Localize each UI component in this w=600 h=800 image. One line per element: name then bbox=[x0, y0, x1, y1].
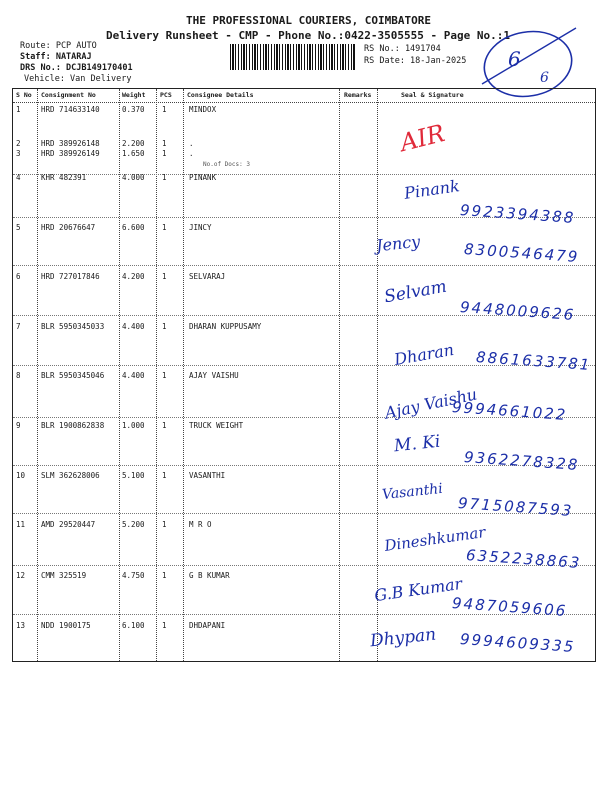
row-weight: 1.650 bbox=[122, 149, 145, 158]
header-consignment: Consignment No bbox=[41, 91, 96, 99]
header-consignee: Consignee Details bbox=[187, 91, 254, 99]
signature-row-13: Dhypan bbox=[369, 624, 438, 652]
rs-date: RS Date: 18-Jan-2025 bbox=[364, 56, 467, 66]
row-pcs: 1 bbox=[162, 322, 167, 331]
row-pcs: 1 bbox=[162, 520, 167, 529]
row-weight: 6.600 bbox=[122, 223, 145, 232]
row-sno: 3 bbox=[16, 149, 21, 158]
row-consignment: NDD 1900175 bbox=[41, 621, 91, 630]
row-pcs: 1 bbox=[162, 139, 167, 148]
row-consignment: SLM 362628006 bbox=[41, 471, 100, 480]
row-sno: 7 bbox=[16, 322, 21, 331]
row-sno: 8 bbox=[16, 371, 21, 380]
row-sno: 6 bbox=[16, 272, 21, 281]
row-consignment: BLR 5950345046 bbox=[41, 371, 105, 380]
row-pcs: 1 bbox=[162, 173, 167, 182]
row-weight: 5.200 bbox=[122, 520, 145, 529]
row-weight: 2.200 bbox=[122, 139, 145, 148]
row-consignment: HRD 727017846 bbox=[41, 272, 100, 281]
row-weight: 4.750 bbox=[122, 571, 145, 580]
row-consignee: AJAY VAISHU bbox=[189, 371, 239, 380]
row-consignee: SELVARAJ bbox=[189, 272, 226, 281]
row-pcs: 1 bbox=[162, 149, 167, 158]
row-consignment: HRD 714633140 bbox=[41, 105, 100, 114]
row-consignment: BLR 5950345033 bbox=[41, 322, 105, 331]
row-consignee: M R O bbox=[189, 520, 212, 529]
row-sno: 12 bbox=[16, 571, 26, 580]
page-circle-top: 6 bbox=[508, 47, 521, 71]
row-weight: 4.400 bbox=[122, 371, 145, 380]
row-consignment: HRD 20676647 bbox=[41, 223, 96, 232]
row-sno: 1 bbox=[16, 105, 21, 114]
row-consignee: DHARAN KUPPUSAMY bbox=[189, 322, 262, 331]
row-pcs: 1 bbox=[162, 272, 167, 281]
row-sno: 4 bbox=[16, 173, 21, 182]
header-sno: S No bbox=[16, 91, 32, 99]
header-remarks: Remarks bbox=[344, 91, 372, 99]
row-pcs: 1 bbox=[162, 223, 167, 232]
signature-row-8: Ajay Vaishu bbox=[383, 384, 479, 423]
row-consignment: CMM 325519 bbox=[41, 571, 87, 580]
signature-row-12: G.B Kumar bbox=[373, 573, 464, 606]
header-weight: Weight bbox=[122, 91, 146, 99]
phone-row-4: 9923394388 bbox=[459, 200, 576, 228]
signature-row-5: Jency bbox=[375, 231, 422, 256]
page-circle-bottom: 6 bbox=[540, 70, 549, 86]
signature-row-10: Vasanthi bbox=[381, 480, 444, 504]
row-weight: 5.100 bbox=[122, 471, 145, 480]
row-weight: 4.000 bbox=[122, 173, 145, 182]
row-consignment: HRD 389926148 bbox=[41, 139, 100, 148]
phone-row-8: 9994661022 bbox=[451, 397, 568, 425]
barcode bbox=[230, 44, 356, 70]
row-consignee: TRUCK WEIGHT bbox=[189, 421, 244, 430]
row-pcs: 1 bbox=[162, 471, 167, 480]
row-consignee: MINDOX bbox=[189, 105, 217, 114]
row-sno: 2 bbox=[16, 139, 21, 148]
row-weight: 4.200 bbox=[122, 272, 145, 281]
row-consignment: KHR 482391 bbox=[41, 173, 87, 182]
phone-row-13: 9994609335 bbox=[459, 629, 576, 657]
no-of-docs: No.of Docs: 3 bbox=[203, 161, 250, 168]
row-sno: 9 bbox=[16, 421, 21, 430]
rs-number: RS No.: 1491704 bbox=[364, 44, 441, 54]
document-title: THE PROFESSIONAL COURIERS, COIMBATORE bbox=[186, 14, 432, 27]
row-weight: 1.000 bbox=[122, 421, 145, 430]
row-consignee: DHDAPANI bbox=[189, 621, 226, 630]
drs-number: DRS No.: DCJB149170401 bbox=[20, 63, 133, 73]
phone-row-10: 9715087593 bbox=[457, 493, 574, 521]
row-sno: 10 bbox=[16, 471, 26, 480]
phone-row-7: 8861633781 bbox=[475, 347, 592, 375]
row-consignee: . bbox=[189, 149, 194, 158]
header-pcs: PCS bbox=[160, 91, 172, 99]
route-label: Route: PCP AUTO bbox=[20, 41, 97, 51]
phone-row-12: 9487059606 bbox=[451, 593, 568, 621]
phone-row-9: 9362278328 bbox=[463, 447, 580, 475]
document-subtitle: Delivery Runsheet - CMP - Phone No.:0422-3505555 - Page No.:1 bbox=[106, 29, 510, 42]
row-consignment: BLR 1900862838 bbox=[41, 421, 105, 430]
row-sno: 13 bbox=[16, 621, 26, 630]
phone-row-6: 9448009626 bbox=[459, 297, 576, 325]
row-consignee: JINCY bbox=[189, 223, 212, 232]
phone-row-5: 8300546479 bbox=[463, 239, 580, 267]
signature-row-6: Selvam bbox=[382, 276, 449, 308]
row-pcs: 1 bbox=[162, 621, 167, 630]
row-pcs: 1 bbox=[162, 105, 167, 114]
runsheet-table bbox=[12, 88, 596, 662]
row-sno: 5 bbox=[16, 223, 21, 232]
row-weight: 6.100 bbox=[122, 621, 145, 630]
phone-row-11: 6352238863 bbox=[465, 545, 582, 573]
row-consignee: . bbox=[189, 139, 194, 148]
row-pcs: 1 bbox=[162, 571, 167, 580]
row-consignment: AMD 29520447 bbox=[41, 520, 96, 529]
row-sno: 11 bbox=[16, 520, 26, 529]
row-pcs: 1 bbox=[162, 371, 167, 380]
air-stamp: AIR bbox=[397, 118, 448, 158]
row-consignment: HRD 389926149 bbox=[41, 149, 100, 158]
row-weight: 4.400 bbox=[122, 322, 145, 331]
header-seal-signature: Seal & Signature bbox=[401, 91, 464, 99]
signature-row-4: Pinank bbox=[402, 176, 461, 203]
row-consignee: VASANTHI bbox=[189, 471, 226, 480]
signature-row-11: Dineshkumar bbox=[383, 523, 487, 555]
signature-row-7: Dharan bbox=[392, 339, 456, 370]
row-pcs: 1 bbox=[162, 421, 167, 430]
staff-label: Staff: NATARAJ bbox=[20, 52, 92, 62]
row-weight: 0.370 bbox=[122, 105, 145, 114]
row-consignee: G B KUMAR bbox=[189, 571, 230, 580]
vehicle-label: Vehicle: Van Delivery bbox=[24, 74, 132, 84]
signature-row-9: M. Ki bbox=[393, 431, 442, 457]
row-consignee: PINANK bbox=[189, 173, 217, 182]
